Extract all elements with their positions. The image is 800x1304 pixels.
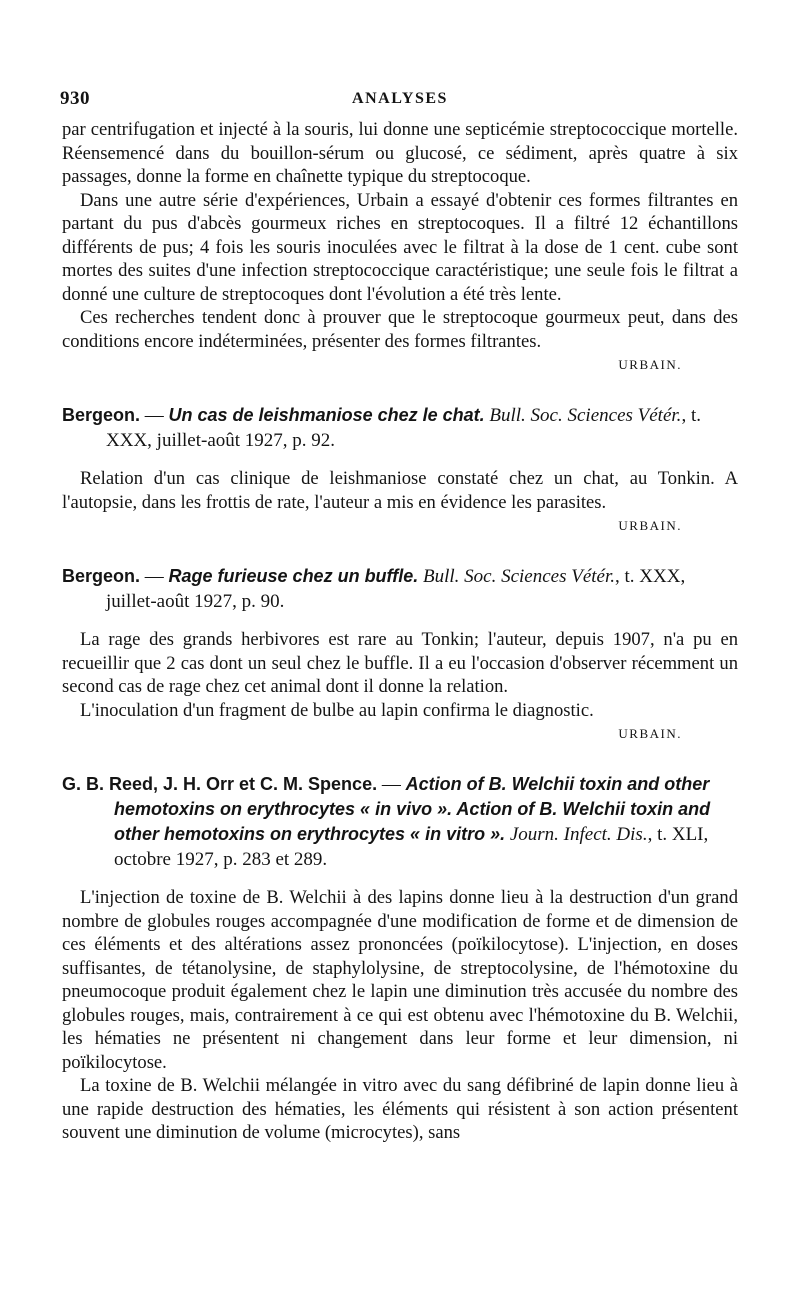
abstract-entry-3	[62, 772, 738, 1145]
entry-source-details: , t. XLI, octobre 1927, p. 283 et 289.	[114, 824, 709, 870]
entry-title	[62, 403, 738, 453]
entry-article-title: Action of B. Welchii toxin and other hemotoxins on erythrocytes « in vivo ». Action of B. Welchii toxin and other hemotoxins on erythrocytes « in vitro ».	[114, 774, 711, 844]
entry-author: Bergeon.	[62, 566, 141, 586]
running-title: ANALYSES	[352, 90, 448, 107]
entry-source-journal: Bull. Soc. Sciences Vétér.	[489, 405, 682, 426]
entry-source-details: , t. XXX, juillet-août 1927, p. 90.	[106, 566, 686, 612]
entry-body: La rage des grands herbivores est rare au Tonkin; l'auteur, depuis 1907, n'a pu en recueillir que 2 cas dont un seul chez le buffle. Il a eu l'occasion d'observer récemment un second cas de rage chez cet animal dont il donne la relation.	[62, 629, 738, 697]
entry-dash: —	[140, 405, 169, 426]
entry-title	[62, 564, 738, 614]
abstract-entry-2	[62, 564, 738, 744]
entry-source-journal: Journ. Infect. Dis.	[509, 824, 648, 845]
entry-dash: —	[140, 566, 169, 587]
entry-body: Relation d'un cas clinique de leishmaniose constaté chez un chat, au Tonkin. A l'autopsie, dans les frottis de rate, l'auteur a mis en évidence les parasites.	[62, 468, 738, 513]
page	[62, 88, 738, 1145]
intro-paragraph-2: Dans une autre série d'expériences, Urbain a essayé d'obtenir ces formes filtrantes en partant du pus d'abcès gourmeux riches en streptocoques. Il a filtré 12 échantillons différents de pus; 4 fois les souris inoculées avec le filtrat à la dose de 1 cent. cube sont mortes des suites d'une infection streptococcique caractéristique; une seule fois le filtrat a donné une culture de streptocoques dont l'évolution a été très lente.	[62, 189, 738, 305]
entry-dash: —	[377, 774, 406, 795]
page-header	[62, 88, 738, 118]
entry-article-title: Rage furieuse chez un buffle.	[168, 566, 419, 586]
entry-author: G. B. Reed, J. H. Orr et C. M. Spence.	[62, 774, 378, 794]
entry-body: L'injection de toxine de B. Welchii à des lapins donne lieu à la destruction d'un grand nombre de globules rouges accompagnée d'une modification de forme et de dimension de ces éléments et des altérations assez prononcées (poïkilocytose). L'injection, en doses suffisantes, de tétanolysine, de staphylolysine, de streptocolysine, de l'hémotoxine du pneumocoque produit également chez le lapin une diminution très accusée du nombre des globules rouges, mais, contrairement à ce qui est obtenu avec l'hémotoxine du B. Welchii, les hématies ne présentent ni changement dans leur forme et leur dimension, ni poïkilocytose.	[62, 887, 738, 1073]
entry-body: La toxine de B. Welchii mélangée in vitro avec du sang défibriné de lapin donne lieu à une rapide destruction des hématies, les éléments qui résistent à son action présentent souvent une diminution de volume (microcytes), sans	[62, 1075, 738, 1143]
entry-article-title: Un cas de leishmaniose chez le chat.	[168, 405, 485, 425]
entry-source-journal: Bull. Soc. Sciences Vétér.	[422, 566, 616, 587]
entry-title	[62, 772, 738, 872]
entry-author: Bergeon.	[62, 405, 141, 425]
intro-paragraph-3: Ces recherches tendent donc à prouver que le streptocoque gourmeux peut, dans des conditions encore indéterminées, présenter des formes filtrantes.	[62, 307, 738, 352]
entry-body: L'inoculation d'un fragment de bulbe au lapin confirma le diagnostic.	[80, 699, 594, 721]
intro-signature: URBAIN.	[618, 357, 682, 372]
entry-signature: URBAIN.	[618, 726, 682, 741]
entry-source-details: , t. XXX, juillet-août 1927, p. 92.	[106, 405, 701, 451]
page-number: 930	[60, 88, 90, 109]
intro-paragraph-1: par centrifugation et injecté à la souris, lui donne une septicémie streptococcique mortelle. Réensemencé dans du bouillon-sérum ou glucosé, ce sédiment, après quatre à six passages, donne la forme en chaînette typique du streptocoque.	[62, 119, 738, 187]
entry-signature: URBAIN.	[618, 518, 682, 533]
abstract-entry-1	[62, 403, 738, 536]
